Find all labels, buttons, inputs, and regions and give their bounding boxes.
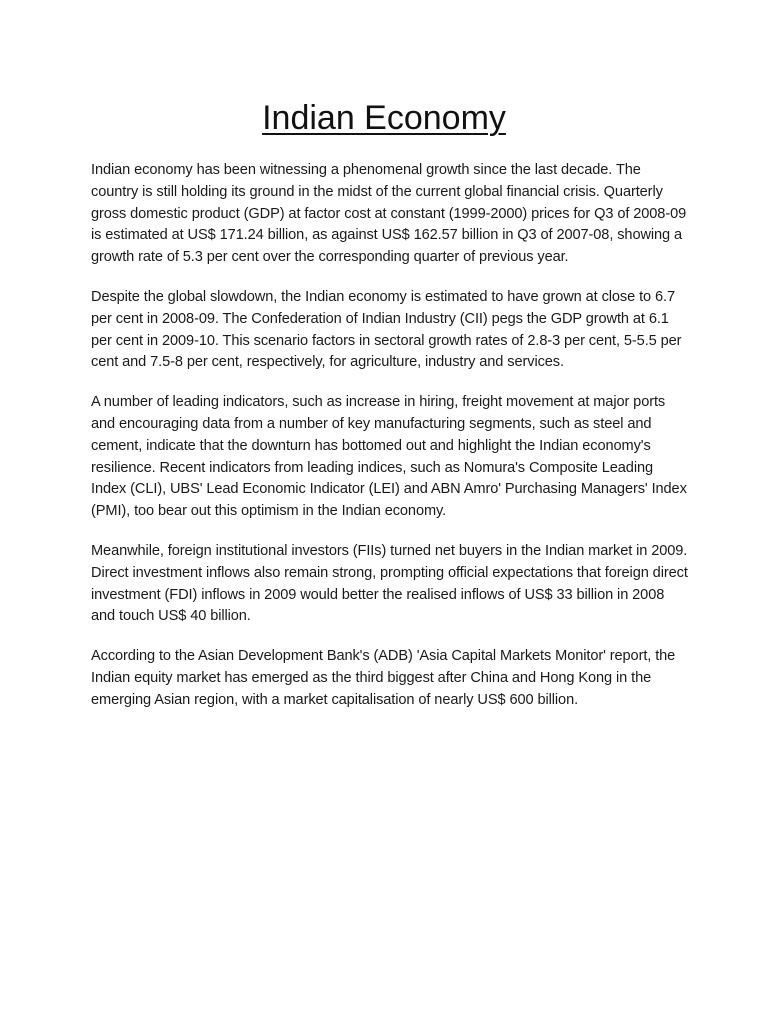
paragraph-equity-market: According to the Asian Development Bank's (ADB) 'Asia Capital Markets Monitor' report, the Indian equity market has emerged as the third biggest after China and Hong Kong in the emerging Asian region, with a market capitalisation of nearly US$ 600 billion. [91,648,676,708]
paragraph-leading-indicators: A number of leading indicators, such as increase in hiring, freight movement at major ports and encouraging data from a number of key manufacturing segments, such as steel and cement, indicate that the downturn has bottomed out and highlight the Indian economy's resilience. Recent indicators from leading indices, such as Nomura's Composite Leading Index (CLI), UBS' Lead Economic Indicator (LEI) and ABN Amro' Purchasing Managers' Index (PMI), too bear out this optimism in the Indian economy. [91,394,687,520]
paragraph-growth-estimates: Despite the global slowdown, the Indian economy is estimated to have grown at close to 6.7 per cent in 2008-09. The Confederation of Indian Industry (CII) pegs the GDP growth at 6.1 per cent in 2009-10. This scenario factors in sectoral growth rates of 2.8-3 per cent, 5-5.5 per cent and 7.5-8 per cent, respectively, for agriculture, industry and services. [91,288,682,371]
page-title: Indian Economy [262,99,506,137]
paragraph-foreign-investment: Meanwhile, foreign institutional investors (FIIs) turned net buyers in the Indian market in 2009. Direct investment inflows also remain strong, prompting official expectations that foreign direct investment (FDI) inflows in 2009 would better the realised inflows of US$ 33 billion in 2008 and touch US$ 40 billion. [91,542,688,625]
document-body [91,160,691,730]
paragraph-gdp-growth: Indian economy has been witnessing a phenomenal growth since the last decade. The country is still holding its ground in the midst of the current global financial crisis. Quarterly gross domestic product (GDP) at factor cost at constant (1999-2000) prices for Q3 of 2008-09 is estimated at US$ 171.24 billion, as against US$ 162.57 billion in Q3 of 2007-08, showing a growth rate of 5.3 per cent over the corresponding quarter of previous year. [91,162,687,266]
